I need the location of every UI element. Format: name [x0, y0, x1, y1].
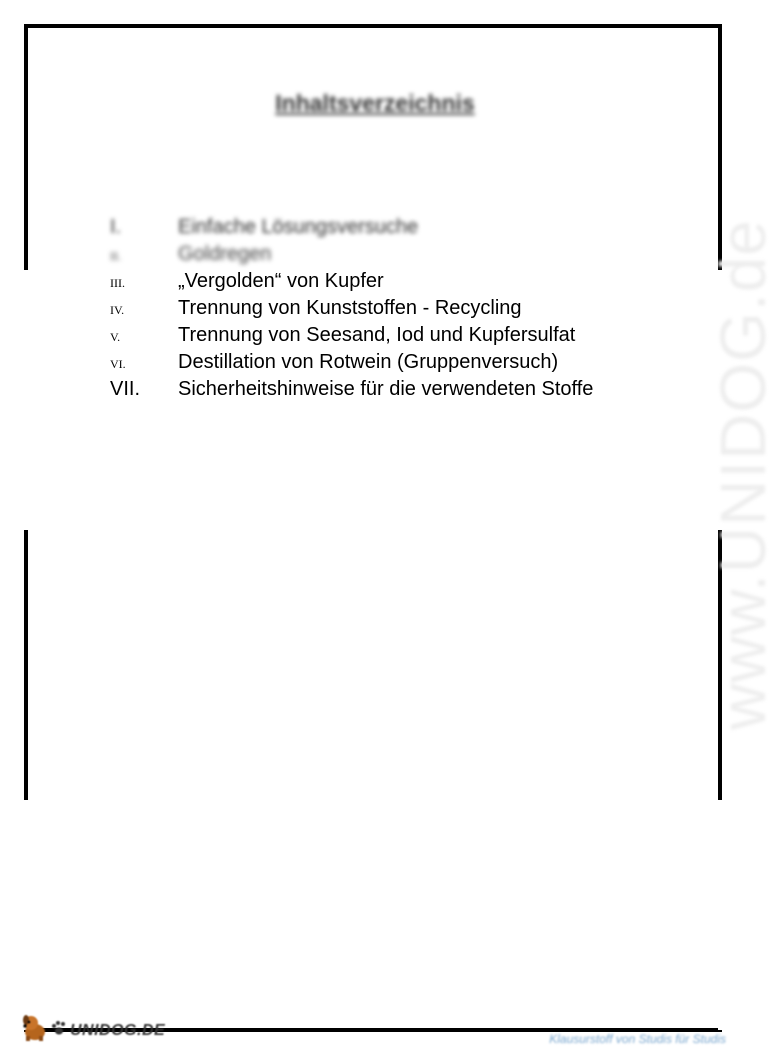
logo-text: UNIDOG.DE: [70, 1021, 166, 1039]
frame-gap: [718, 800, 726, 1030]
toc-numeral: IV.: [110, 303, 125, 317]
toc-numeral: VII.: [110, 378, 141, 400]
toc-numeral: I.: [110, 216, 122, 238]
unidog-logo: [20, 1014, 165, 1047]
toc-numeral: VI.: [110, 357, 126, 371]
paw-icon: [50, 1020, 68, 1041]
dog-icon: [20, 1014, 50, 1047]
frame-gap: [22, 800, 30, 1030]
toc-title: Goldregen: [178, 243, 272, 265]
footer-slogan: Klausurstoff von Studis für Studis: [549, 1032, 726, 1046]
toc-title: „Vergolden“ von Kupfer: [178, 270, 384, 292]
frame-gap: [22, 270, 30, 530]
toc-numeral: V.: [110, 330, 121, 344]
toc-title: Trennung von Seesand, Iod und Kupfersulfat: [178, 324, 576, 346]
page-title: Inhaltsverzeichnis: [275, 90, 475, 116]
toc-title: Sicherheitshinweise für die verwendeten Stoffe: [178, 378, 594, 400]
toc-numeral: II.: [110, 249, 121, 263]
toc-title: Einfache Lösungsversuche: [178, 216, 419, 238]
watermark: www.UNIDOG.de: [707, 219, 779, 730]
toc-title: Destillation von Rotwein (Gruppenversuch): [178, 351, 559, 373]
page-frame: [24, 24, 722, 1032]
toc-title: Trennung von Kunststoffen - Recycling: [178, 297, 522, 319]
toc-numeral: III.: [110, 276, 125, 290]
